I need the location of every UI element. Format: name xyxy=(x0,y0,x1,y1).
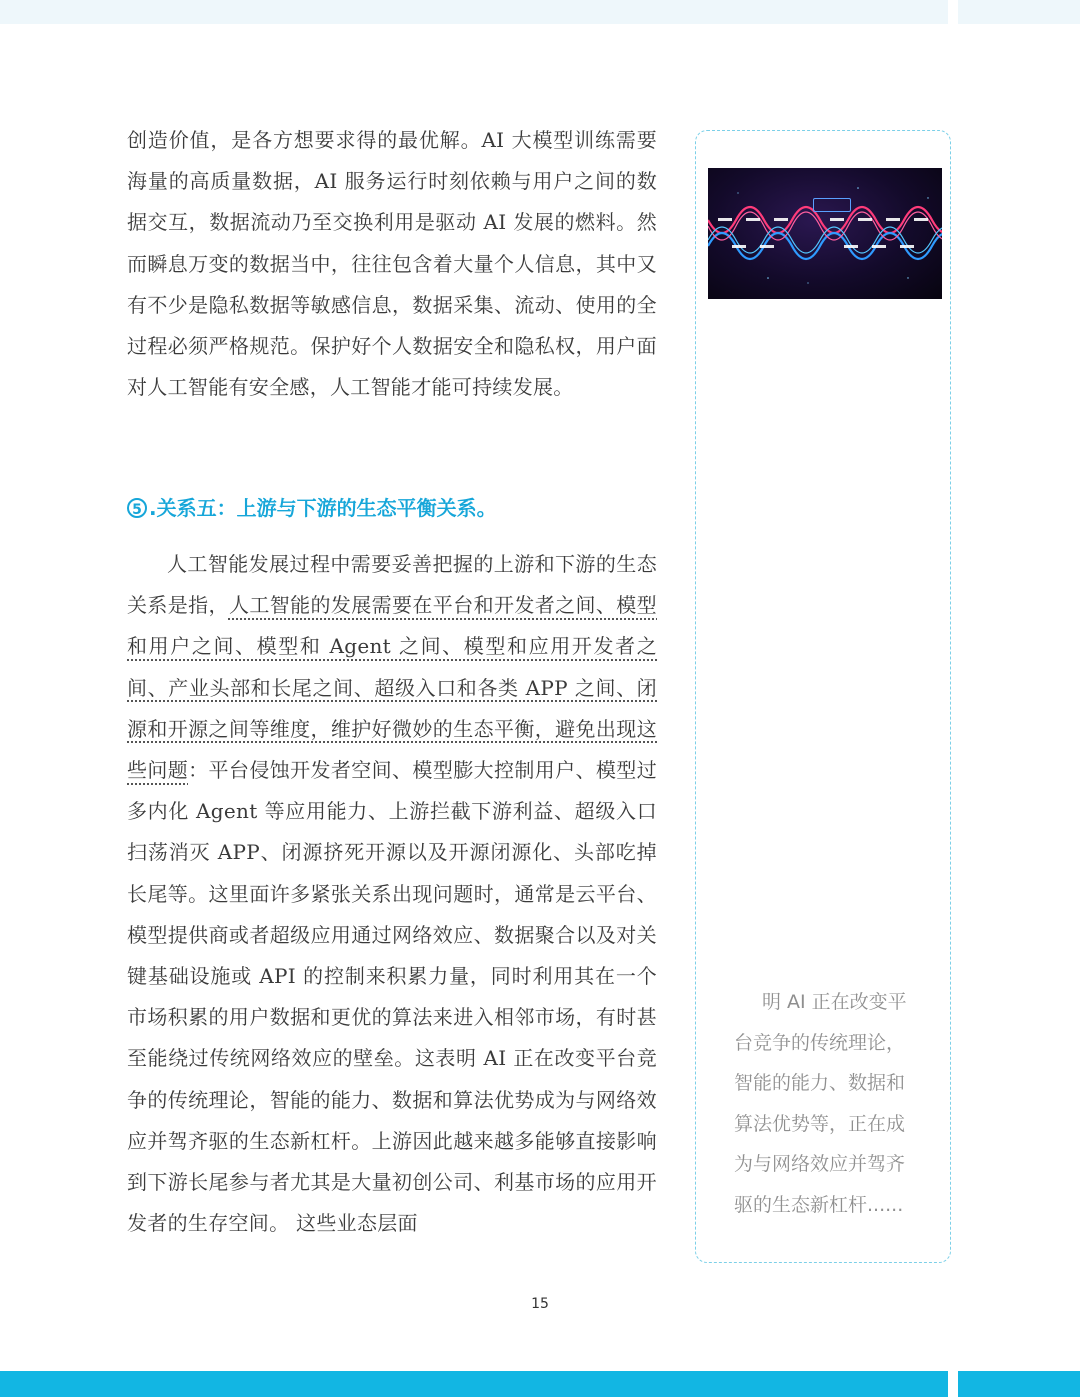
sidebar-quote xyxy=(734,982,914,1226)
top-decorative-bar-side xyxy=(958,0,1080,24)
bottom-decorative-bar xyxy=(0,1371,948,1397)
circled-number: 5 xyxy=(127,498,147,518)
body-paragraph-2 xyxy=(127,544,657,1244)
bottom-decorative-bar-side xyxy=(958,1371,1080,1397)
body-paragraph-1: 创造价值，是各方想要求得的最优解。AI 大模型训练需要海量的高质量数据，AI 服务运行时刻依赖与用户之间的数据交互，数据流动乃至交换利用是驱动 AI 发展的燃料。然而瞬息万变的数据当中，往往包含着大量个人信息，其中又有不少是隐私数据等敏感信息，数据采集、流动、使用的全过程必须严格规范。保护好个人数据安全和隐私权，用户面对人工智能有安全感，人工智能才能可持续发展。 xyxy=(127,128,657,400)
section-heading-text: .关系五：上游与下游的生态平衡关系。 xyxy=(149,496,497,520)
section-heading xyxy=(127,490,497,526)
paragraph-2-rest: ：平台侵蚀开发者空间、模型膨大控制用户、模型过多内化 Agent 等应用能力、上游拦截下游利益、超级入口扫荡消灭 APP、闭源挤死开源以及开源闭源化、头部吃掉长尾等。这里面许多紧张关系出现问题时，通常是云平台、模型提供商或者超级应用通过网络效应、数据聚合以及对关键基础设施或 API 的控制来积累力量，同时利用其在一个市场积累的用户数据和更优的算法来进入相邻市场，有时甚至能绕过传统网络效应的壁垒。这表明 AI 正在改变平台竞争的传统理论，智能的能力、数据和算法优势成为与网络效应并驾齐驱的生态新杠杆。上游因此越来越多能够直接影响到下游长尾参与者尤其是大量初创公司、利基市场的应用开发者的生存空间。 这些业态层面 xyxy=(127,758,657,1236)
graphic-label-box xyxy=(813,198,851,212)
page-number: 15 xyxy=(531,1296,549,1312)
dna-network-graphic xyxy=(708,168,942,299)
sidebar-quote-text: 明 AI 正在改变平台竞争的传统理论，智能的能力、数据和算法优势等，正在成为与网络效应并驾齐驱的生态新杠杆...... xyxy=(734,991,907,1216)
underlined-passage: 人工智能的发展需要在平台和开发者之间、模型和用户之间、模型和 Agent 之间、模型和应用开发者之间、产业头部和长尾之间、超级入口和各类 APP 之间、闭源和开源之间等维度，维护好微妙的生态平衡，避免出现这些问题 xyxy=(127,593,657,783)
sidebar-image xyxy=(708,168,942,299)
top-decorative-bar xyxy=(0,0,948,24)
paragraph-2-start: 人工智能发展过程中需要妥善把握的上游和下游的生态关系是指， xyxy=(127,552,657,618)
